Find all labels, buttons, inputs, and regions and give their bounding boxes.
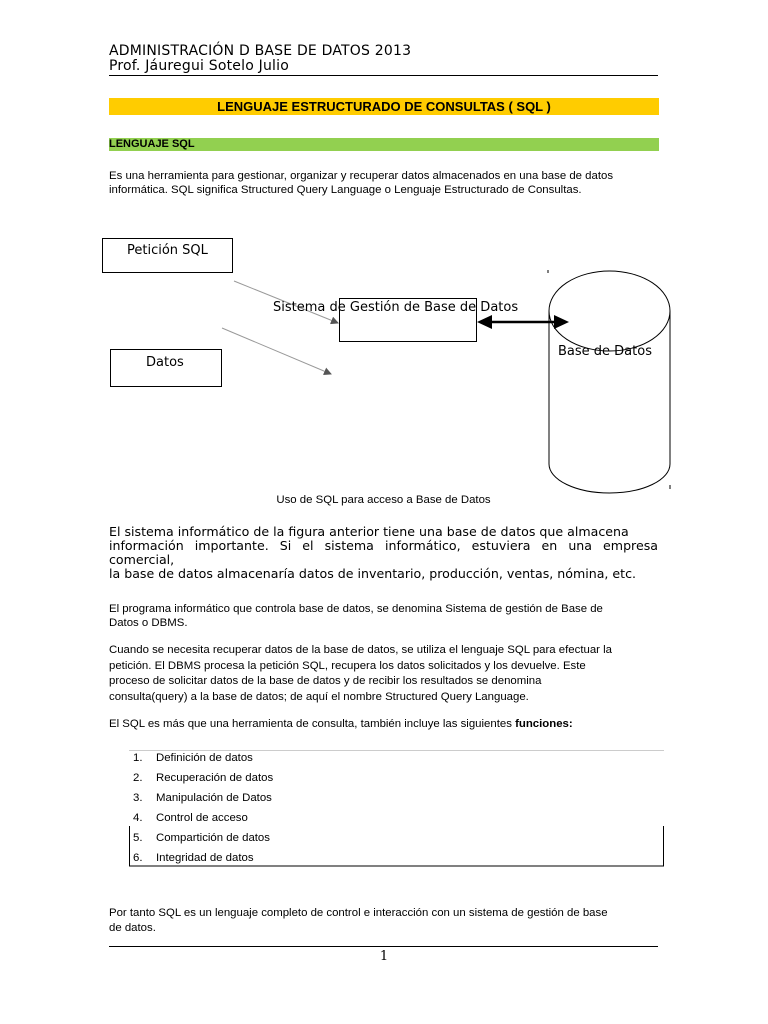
connector-left-arrowhead [477, 315, 492, 329]
system-paragraph [109, 525, 658, 581]
header-professor: Prof. Jáuregui Sotelo Julio [109, 58, 289, 74]
process-line-1: Cuando se necesita recuperar datos de la base de datos, se utiliza el lenguaje SQL para efectuar la [109, 644, 612, 656]
process-line-3: proceso de solicitar datos de la base de datos y de recibir los resultados se denomina [109, 675, 542, 687]
function-number: 4. [133, 812, 143, 824]
function-item [133, 772, 273, 784]
function-item [133, 832, 270, 844]
function-label: Control de acceso [156, 812, 248, 824]
function-label: Recuperación de datos [156, 772, 274, 784]
functions-intro [109, 717, 658, 731]
intro-line-2: informática. SQL significa Structured Query Language o Lenguaje Estructurado de Consultas. [109, 184, 582, 196]
database-label: Base de Datos [558, 344, 652, 359]
function-number: 6. [133, 852, 143, 864]
system-line-2: información importante. Si el sistema informático, estuviera en una empresa comercial, [109, 538, 658, 567]
function-item [133, 792, 272, 804]
system-line-1: El sistema informático de la figura anterior tiene una base de datos que almacena [109, 524, 629, 539]
system-line-3: la base de datos almacenaría datos de inventario, producción, ventas, nómina, etc. [109, 566, 637, 581]
figure-caption: Uso de SQL para acceso a Base de Datos [276, 494, 491, 506]
intro-line-1: Es una herramienta para gestionar, organizar y recuperar datos almacenados en una base de datos [109, 170, 614, 182]
function-label: Definición de datos [156, 752, 253, 764]
database-cylinder [547, 268, 670, 493]
dbms-line-2: Datos o DBMS. [109, 617, 188, 629]
function-item [133, 852, 254, 864]
process-line-4: consulta(query) a la base de datos; de aquí el nombre Structured Query Language. [109, 690, 529, 703]
data-label: Datos [146, 355, 184, 370]
footer-divider [109, 946, 658, 947]
function-number: 5. [133, 832, 143, 844]
process-paragraph [109, 643, 658, 705]
sql-request-box [102, 238, 233, 273]
conclusion-paragraph [109, 906, 658, 936]
function-item [133, 812, 248, 824]
conclusion-line-2: de datos. [109, 922, 156, 934]
dbms-line-1: El programa informático que controla base de datos, se denomina Sistema de gestión de Base de [109, 603, 603, 615]
sql-request-label: Petición SQL [127, 243, 208, 258]
function-label: Integridad de datos [156, 852, 254, 864]
process-line-2: petición. El DBMS procesa la petición SQL, recupera los datos solicitados y los devuelve. Este [109, 659, 586, 672]
function-number: 3. [133, 792, 143, 804]
header-course: ADMINISTRACIÓN D BASE DE DATOS 2013 [109, 43, 412, 59]
dbms-paragraph [109, 602, 658, 630]
page-title: LENGUAJE ESTRUCTURADO DE CONSULTAS ( SQL ) [109, 98, 659, 115]
function-label: Manipulación de Datos [156, 792, 272, 804]
function-number: 2. [133, 772, 143, 784]
function-label: Compartición de datos [156, 832, 270, 844]
page-number: 1 [379, 949, 389, 964]
function-number: 1. [133, 752, 143, 764]
functions-intro-bold: funciones: [515, 718, 573, 730]
section-heading: LENGUAJE SQL [109, 138, 659, 151]
function-item [133, 752, 253, 764]
data-box [110, 349, 222, 387]
conclusion-line-1: Por tanto SQL es un lenguaje completo de control e interacción con un sistema de gestión de base [109, 907, 608, 919]
dbms-label: Sistema de Gestión de Base de Datos [273, 300, 519, 315]
functions-list [129, 750, 664, 870]
connector-right-arrowhead [554, 315, 569, 329]
data-arrow [222, 328, 331, 374]
functions-intro-text: El SQL es más que una herramienta de consulta, también incluye las siguientes [109, 718, 516, 730]
